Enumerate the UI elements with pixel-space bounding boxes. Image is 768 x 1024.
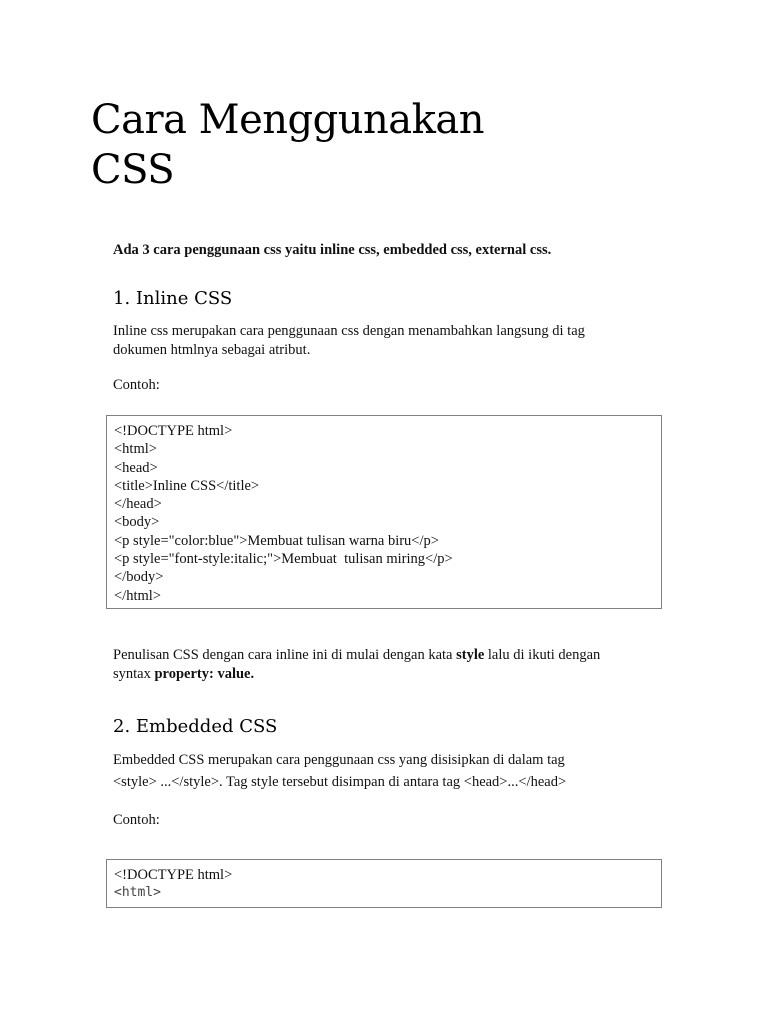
title-line-2: CSS	[91, 147, 175, 193]
note-text-b: lalu di ikuti dengan	[484, 647, 601, 663]
code-line: </head>	[114, 496, 162, 513]
section2-example-label: Contoh:	[113, 812, 160, 828]
page-title	[91, 95, 484, 195]
code-line: </html>	[114, 587, 161, 604]
section-heading-inline-css: 1. Inline CSS	[113, 288, 233, 309]
code-line: <head>	[114, 459, 158, 476]
code-line: <p style="font-style:italic;">Membuat tulisan miring</p>	[114, 551, 453, 568]
code-line: <!DOCTYPE html>	[114, 867, 233, 883]
code-block-inline	[106, 415, 662, 609]
note-text-a: Penulisan CSS dengan cara inline ini di mulai dengan kata	[113, 647, 457, 663]
code-line: </body>	[114, 569, 164, 586]
section1-example-label: Contoh:	[113, 377, 160, 393]
code-line: <body>	[114, 514, 160, 531]
section2-para-line-2: <style> ...</style>. Tag style tersebut disimpan di antara tag <head>...</head>	[113, 774, 567, 790]
code-line: <html>	[114, 885, 161, 901]
title-line-1: Cara Menggunakan	[91, 97, 484, 143]
code-block-embedded	[106, 859, 662, 908]
note-keyword-property-value: property: value.	[154, 666, 255, 682]
code-line: <!DOCTYPE html>	[114, 423, 233, 439]
code-line: <title>Inline CSS</title>	[114, 477, 260, 494]
section1-note	[113, 646, 673, 684]
intro-text: Ada 3 cara penggunaan css yaitu inline css, embedded css, external css.	[113, 242, 552, 258]
note-text-c: syntax	[113, 666, 155, 682]
section-heading-embedded-css: 2. Embedded CSS	[113, 716, 278, 737]
section2-para-line-1: Embedded CSS merupakan cara penggunaan css yang disisipkan di dalam tag	[113, 752, 565, 768]
section1-para-line-1: Inline css merupakan cara penggunaan css dengan menambahkan langsung di tag	[113, 323, 585, 339]
note-keyword-style: style	[456, 647, 485, 663]
section1-paragraph	[113, 322, 673, 360]
code-line: <html>	[114, 441, 157, 458]
section1-para-line-2: dokumen htmlnya sebagai atribut.	[113, 342, 311, 358]
section2-paragraph	[113, 749, 673, 793]
code-line: <p style="color:blue">Membuat tulisan warna biru</p>	[114, 532, 439, 549]
